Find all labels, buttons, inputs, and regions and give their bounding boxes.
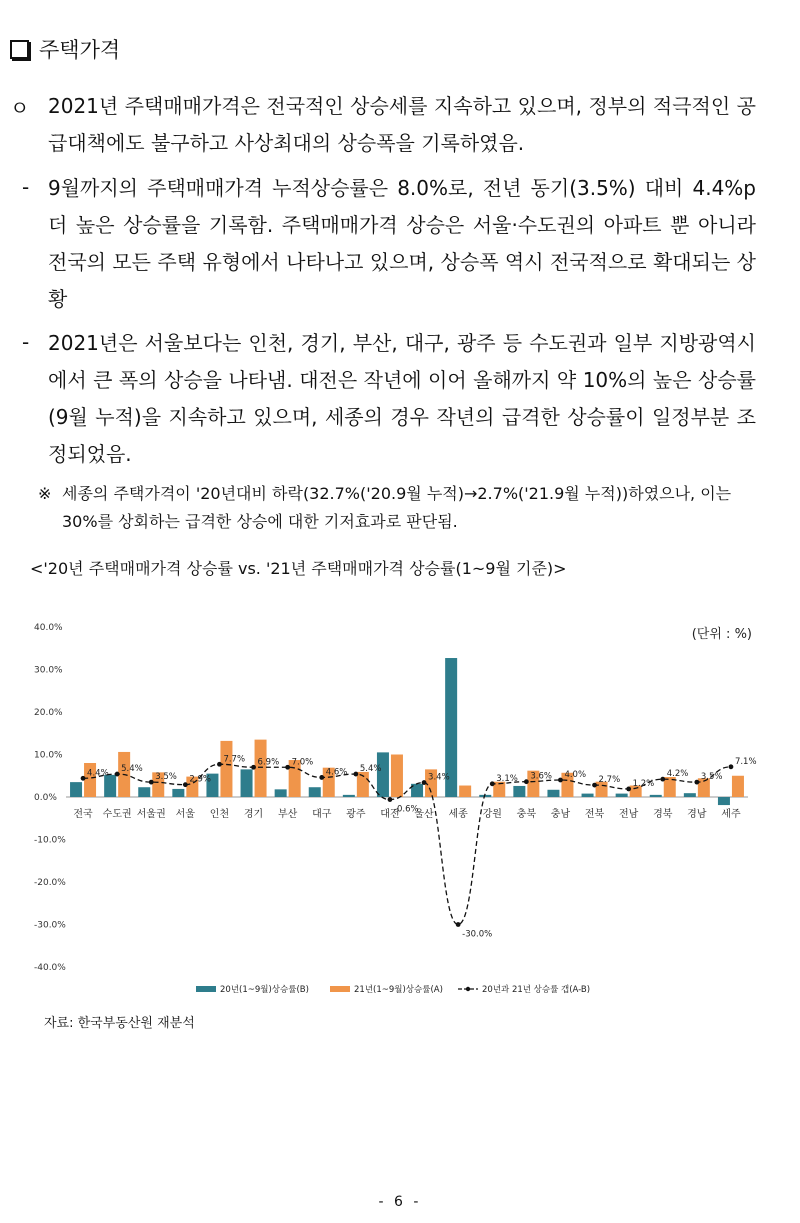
gap-data-label: 7.0% xyxy=(291,757,314,768)
gap-data-label: 5.4% xyxy=(359,764,382,775)
x-tick-label: 충북 xyxy=(516,809,537,820)
gap-point xyxy=(217,762,222,767)
bar-2020 xyxy=(343,795,355,797)
bar-2020 xyxy=(138,787,150,797)
bar-2020 xyxy=(377,752,389,797)
y-tick-label: -10.0% xyxy=(34,835,66,846)
gap-data-label: 4.6% xyxy=(325,767,348,778)
legend-label-2020: 20년(1~9월)상승률(B) xyxy=(220,985,309,995)
y-tick-label: 0.0% xyxy=(34,793,57,803)
bar-2020 xyxy=(616,794,628,797)
gap-data-label: 5.4% xyxy=(121,764,143,775)
page-number: - 6 - xyxy=(378,1194,422,1210)
gap-point xyxy=(729,764,734,769)
x-tick-label: 세주 xyxy=(721,809,741,820)
gap-data-label: 4.0% xyxy=(564,770,587,780)
gap-point xyxy=(149,780,154,785)
footnote xyxy=(38,480,758,536)
gap-point xyxy=(81,776,86,781)
bar-2020 xyxy=(650,795,662,797)
circle-bullet: ㅇ xyxy=(10,96,30,120)
gap-point xyxy=(626,787,631,792)
gap-point xyxy=(490,781,495,786)
gap-data-label: 4.4% xyxy=(87,768,109,779)
gap-point xyxy=(353,772,358,777)
x-tick-label: 수도권 xyxy=(102,809,132,820)
section-title: 주택가격 xyxy=(39,38,121,62)
x-tick-label: 울산 xyxy=(414,809,434,820)
checkbox-square-icon xyxy=(10,40,29,59)
note-text: 세종의 주택가격이 '20년대비 하락(32.7%('20.9월 누적)→2.7%('21.9월 누적))하였으나, 이는 30%를 상회하는 급격한 상승에 대한 기저효과로 판단됨. xyxy=(62,484,732,531)
gap-point xyxy=(183,782,188,787)
x-tick-label: 대전 xyxy=(380,809,400,820)
gap-data-label: 3.4% xyxy=(428,772,450,783)
gap-data-label: -30.0% xyxy=(462,929,493,940)
bar-2020 xyxy=(547,790,559,797)
gap-point xyxy=(285,765,290,770)
bar-2021 xyxy=(459,786,471,797)
bar-2020 xyxy=(513,786,525,797)
x-tick-label: 전국 xyxy=(73,809,93,820)
gap-point xyxy=(558,778,563,783)
dash-bullet: - xyxy=(22,175,30,199)
gap-data-label: 2.9% xyxy=(189,774,211,785)
bar-2020 xyxy=(684,793,696,797)
y-tick-label: 10.0% xyxy=(34,750,63,761)
bar-2020 xyxy=(582,794,594,797)
y-tick-label: -30.0% xyxy=(34,920,66,931)
x-tick-label: 강원 xyxy=(482,809,502,820)
x-tick-label: 서울권 xyxy=(136,809,166,820)
y-tick-label: 30.0% xyxy=(34,665,63,676)
x-tick-label: 충남 xyxy=(550,809,571,820)
gap-point xyxy=(251,765,256,770)
source-note: 자료: 한국부동산원 재분석 xyxy=(44,1016,195,1031)
paragraph-text: 2021년은 서울보다는 인천, 경기, 부산, 대구, 광주 등 수도권과 일부 지방광역시에서 큰 폭의 상승을 나타냄. 대전은 작년에 이어 올해까지 약 10%의 높은 상승률(9월 누적)을 지속하고 있으며, 세종의 경우 작년의 급격한 상승률이 일정부분 조정되었음. xyxy=(48,331,756,466)
gap-data-label: 7.7% xyxy=(223,754,246,765)
note-symbol: ※ xyxy=(38,484,52,503)
gap-point xyxy=(422,780,427,785)
gap-point xyxy=(115,772,120,777)
gap-point xyxy=(660,777,665,782)
bar-2021 xyxy=(255,740,267,797)
gap-point xyxy=(694,780,699,785)
chart-title: <'20년 주택매매가격 상승률 vs. '21년 주택매매가격 상승률(1~9월 기준)> xyxy=(30,559,567,578)
x-tick-label: 경기 xyxy=(243,809,264,820)
x-tick-label: 대구 xyxy=(312,809,332,820)
paragraph-text: 9월까지의 주택매매가격 누적상승률은 8.0%로, 전년 동기(3.5%) 대비 4.4%p 더 높은 상승률을 기록함. 주택매매가격 상승은 서울·수도권의 아파트 뿐 아니라 전국의 모든 주택 유형에서 나타나고 있으며, 상승폭 역시 전국적으로 확대되는 상황 xyxy=(48,176,756,311)
y-tick-label: 20.0% xyxy=(34,708,63,718)
gap-data-label: 3.5% xyxy=(700,772,723,783)
chart xyxy=(0,610,800,1010)
bar-2020 xyxy=(172,789,184,797)
x-tick-label: 부산 xyxy=(277,809,298,820)
legend-swatch-2021 xyxy=(330,986,350,992)
paragraph-text: 2021년 주택매매가격은 전국적인 상승세를 지속하고 있으며, 정부의 적극적인 공급대책에도 불구하고 사상최대의 상승폭을 기록하였음. xyxy=(48,94,756,155)
bar-2021 xyxy=(732,776,744,797)
gap-data-label: 3.6% xyxy=(530,771,552,782)
unit-label: (단위 : %) xyxy=(691,627,752,642)
gap-data-label: -0.6% xyxy=(393,804,419,815)
y-tick-label: -40.0% xyxy=(34,963,66,973)
legend-label-2021: 21년(1~9월)상승률(A) xyxy=(354,985,443,995)
gap-data-label: 3.5% xyxy=(155,772,177,783)
dash-bullet: - xyxy=(22,330,30,354)
gap-point xyxy=(319,775,324,780)
gap-data-label: 1.2% xyxy=(632,778,655,789)
bar-2021 xyxy=(391,755,403,798)
bar-2021 xyxy=(220,741,232,797)
x-tick-label: 세종 xyxy=(448,809,468,820)
x-tick-label: 인천 xyxy=(209,809,230,820)
legend-marker-gap xyxy=(466,987,470,991)
gap-data-label: 3.1% xyxy=(496,773,518,784)
y-tick-label: -20.0% xyxy=(34,878,66,888)
gap-point xyxy=(388,797,393,802)
bar-2020 xyxy=(718,797,730,805)
bar-2020 xyxy=(70,782,82,797)
gap-point xyxy=(456,922,461,927)
legend-swatch-2020 xyxy=(196,986,216,992)
bar-2020 xyxy=(241,769,253,797)
x-tick-label: 경북 xyxy=(653,809,673,820)
gap-data-label: 4.2% xyxy=(666,769,689,780)
gap-data-label: 6.9% xyxy=(257,757,280,768)
gap-point xyxy=(592,783,597,788)
bar-2020 xyxy=(309,787,321,797)
x-tick-label: 전북 xyxy=(584,809,605,820)
bar-2020 xyxy=(275,789,287,797)
legend-label-gap: 20년과 21년 상승률 갭(A-B) xyxy=(482,985,591,995)
x-tick-label: 전남 xyxy=(618,809,639,820)
x-tick-label: 서울 xyxy=(175,809,196,820)
gap-data-label: 7.1% xyxy=(734,756,757,767)
gap-data-label: 2.7% xyxy=(598,775,621,786)
section-heading xyxy=(10,34,120,64)
x-tick-label: 경남 xyxy=(687,809,707,820)
y-tick-label: 40.0% xyxy=(34,623,63,633)
x-tick-label: 광주 xyxy=(346,809,366,820)
gap-point xyxy=(524,779,529,784)
